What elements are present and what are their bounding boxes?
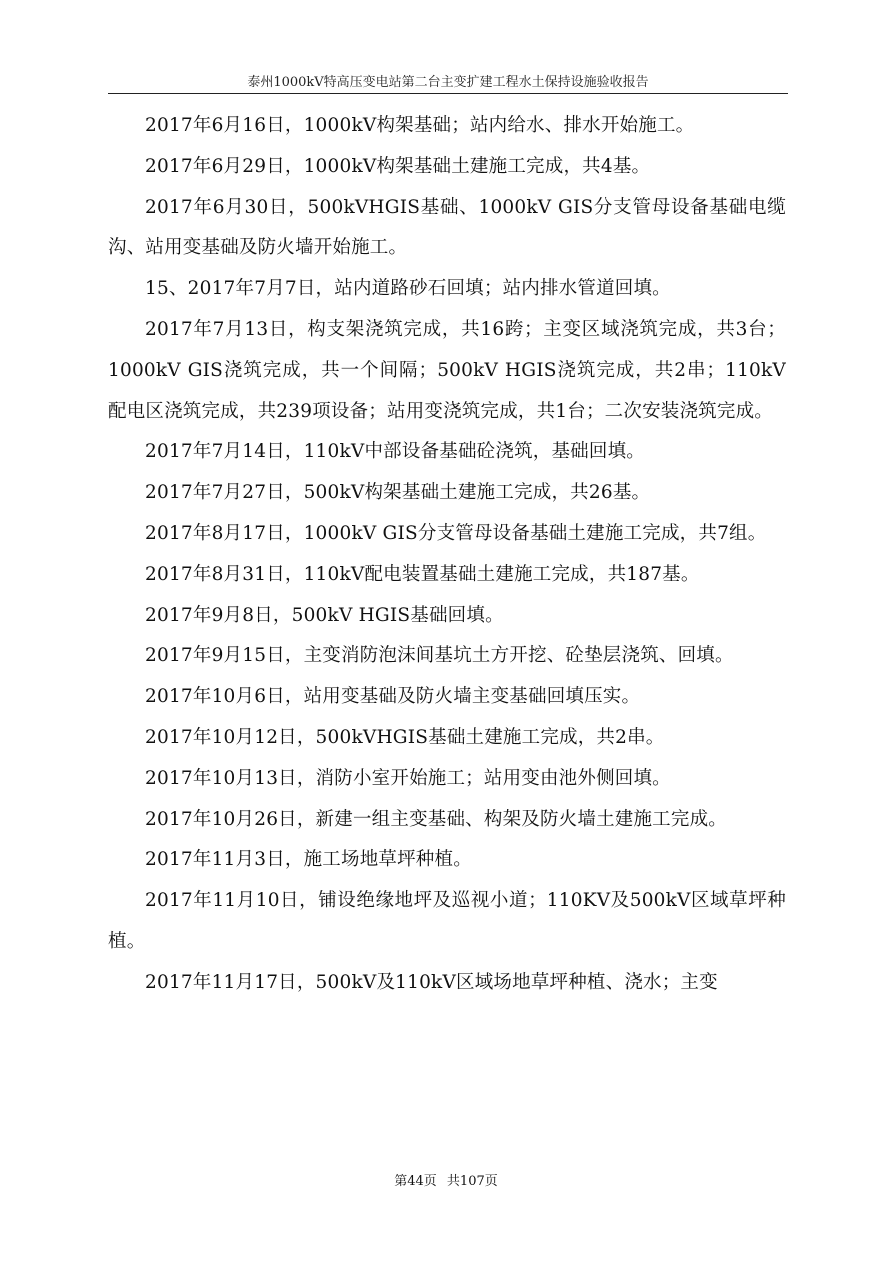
paragraph: 2017年10月26日，新建一组主变基础、构架及防火墙土建施工完成。 (145, 808, 727, 830)
paragraph: 2017年10月13日，消防小室开始施工；站用变由池外侧回填。 (145, 767, 671, 789)
paragraph: 2017年6月29日，1000kV构架基础土建施工完成，共4基。 (145, 155, 651, 177)
document-body (108, 106, 786, 1004)
paragraph: 2017年9月15日，主变消防泡沫间基坑土方开挖、砼垫层浇筑、回填。 (145, 645, 734, 667)
paragraph: 2017年8月31日，110kV配电装置基础土建施工完成，共187基。 (145, 563, 700, 585)
paragraph: 2017年10月12日，500kVHGIS基础土建施工完成，共2串。 (145, 726, 665, 748)
paragraph: 2017年11月10日，铺设绝缘地坪及巡视小道；110KV及500kV区域草坪种植。 (108, 890, 786, 952)
paragraph: 2017年11月17日，500kV及110kV区域场地草坪种植、浇水；主变 (145, 971, 718, 993)
paragraph: 2017年11月3日，施工场地草坪种植。 (145, 849, 472, 871)
header-rule (108, 93, 788, 94)
page-total: 共107页 (446, 1174, 498, 1189)
paragraph: 2017年7月14日，110kV中部设备基础砼浇筑，基础回填。 (145, 441, 645, 463)
paragraph: 2017年7月13日，构支架浇筑完成，共16跨；主变区域浇筑完成，共3台；1000kV GIS浇筑完成，共一个间隔；500kV HGIS浇筑完成，共2串；110kV配电区浇筑完成，共239项设备；站用变浇筑完成，共1台；二次安装浇筑完成。 (108, 318, 786, 422)
page-header: 泰州1000kV特高压变电站第二台主变扩建工程水土保持设施验收报告 (247, 75, 649, 90)
paragraph: 15、2017年7月7日，站内道路砂石回填；站内排水管道回填。 (145, 278, 671, 300)
page-footer (0, 1170, 892, 1189)
paragraph: 2017年6月30日，500kVHGIS基础、1000kV GIS分支管母设备基础电缆沟、站用变基础及防火墙开始施工。 (108, 196, 786, 259)
paragraph: 2017年10月6日，站用变基础及防火墙主变基础回填压实。 (145, 686, 641, 708)
paragraph: 2017年7月27日，500kV构架基础土建施工完成，共26基。 (145, 482, 651, 504)
paragraph: 2017年9月8日，500kV HGIS基础回填。 (145, 604, 504, 626)
paragraph: 2017年6月16日，1000kV构架基础；站内给水、排水开始施工。 (145, 115, 695, 136)
paragraph: 2017年8月17日，1000kV GIS分支管母设备基础土建施工完成，共7组。 (145, 522, 767, 544)
page-number: 第44页 (394, 1174, 437, 1189)
